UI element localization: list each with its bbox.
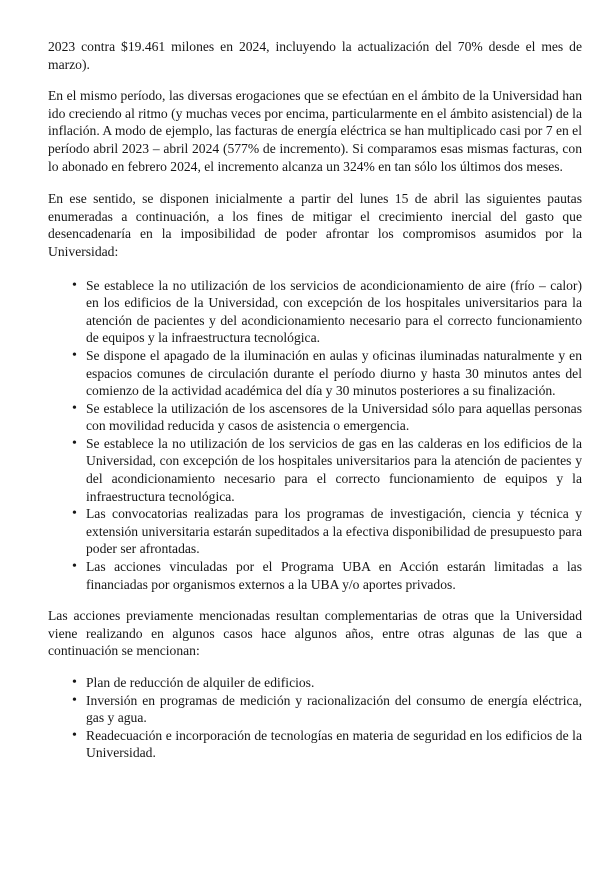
list-item: • Se dispone el apagado de la iluminación en aulas y oficinas iluminadas naturalmente y en espacios comunes de circulación durante el período diurno y hasta 30 minutos antes del comienzo de la actividad académica del día y 30 minutos posteriores a su finalización. (86, 347, 582, 400)
list-item: • Las acciones vinculadas por el Programa UBA en Acción estarán limitadas a las financiadas por organismos externos a la UBA y/o aportes privados. (86, 558, 582, 593)
list-item: • Inversión en programas de medición y racionalización del consumo de energía eléctrica, gas y agua. (86, 692, 582, 727)
list-item: • Readecuación e incorporación de tecnologías en materia de seguridad en los edificios de la Universidad. (86, 727, 582, 762)
list-item: • Las convocatorias realizadas para los programas de investigación, ciencia y técnica y extensión universitaria estarán supeditados a la efectiva disponibilidad de presupuesto para poder ser afrontadas. (86, 505, 582, 558)
previous-actions-list (48, 674, 582, 762)
paragraph-measures-intro: En ese sentido, se disponen inicialmente a partir del lunes 15 de abril las siguientes pautas enumeradas a continuación, a los fines de mitigar el crecimiento inercial del gasto que desencadenaría en la imposibilidad de poder afrontar los compromisos asumidos por la Universidad: (48, 191, 582, 259)
paragraph-expenses-growth: En el mismo período, las diversas erogaciones que se efectúan en el ámbito de la Universidad han ido creciendo al ritmo (y muchas veces por encima, particularmente en el ámbito asistencial) de la inflación. A modo de ejemplo, las facturas de energía eléctrica se han multiplicado casi por 7 en el período abril 2023 – abril 2024 (577% de incremento). Si comparamos esas mismas facturas, con lo abonado en febrero 2024, el incremento alcanza un 324% en tan sólo los últimos dos meses. (48, 88, 582, 174)
list-item: • Se establece la utilización de los ascensores de la Universidad sólo para aquellas personas con movilidad reducida y casos de asistencia o emergencia. (86, 400, 582, 435)
measures-list (48, 277, 582, 594)
paragraph-complementary-actions: Las acciones previamente mencionadas resultan complementarias de otras que la Universidad viene realizando en algunos casos hace algunos años, entre otras algunas de las que a continuación se mencionan: (48, 608, 582, 659)
paragraph-budget-comparison: 2023 contra $19.461 milones en 2024, incluyendo la actualización del 70% desde el mes de marzo). (48, 39, 582, 72)
list-item: • Se establece la no utilización de los servicios de gas en las calderas en los edificios de la Universidad, con excepción de los hospitales universitarios para la atención de pacientes y del acondicionamiento necesario para el correcto funcionamiento de equipos y la infraestructura tecnológica. (86, 435, 582, 505)
list-item: • Plan de reducción de alquiler de edificios. (86, 674, 582, 692)
list-item: • Se establece la no utilización de los servicios de acondicionamiento de aire (frío – calor) en los edificios de la Universidad, con excepción de los hospitales universitarios para la atención de pacientes y del acondicionamiento necesario para el correcto funcionamiento de equipos y la infraestructura tecnológica. (86, 277, 582, 347)
